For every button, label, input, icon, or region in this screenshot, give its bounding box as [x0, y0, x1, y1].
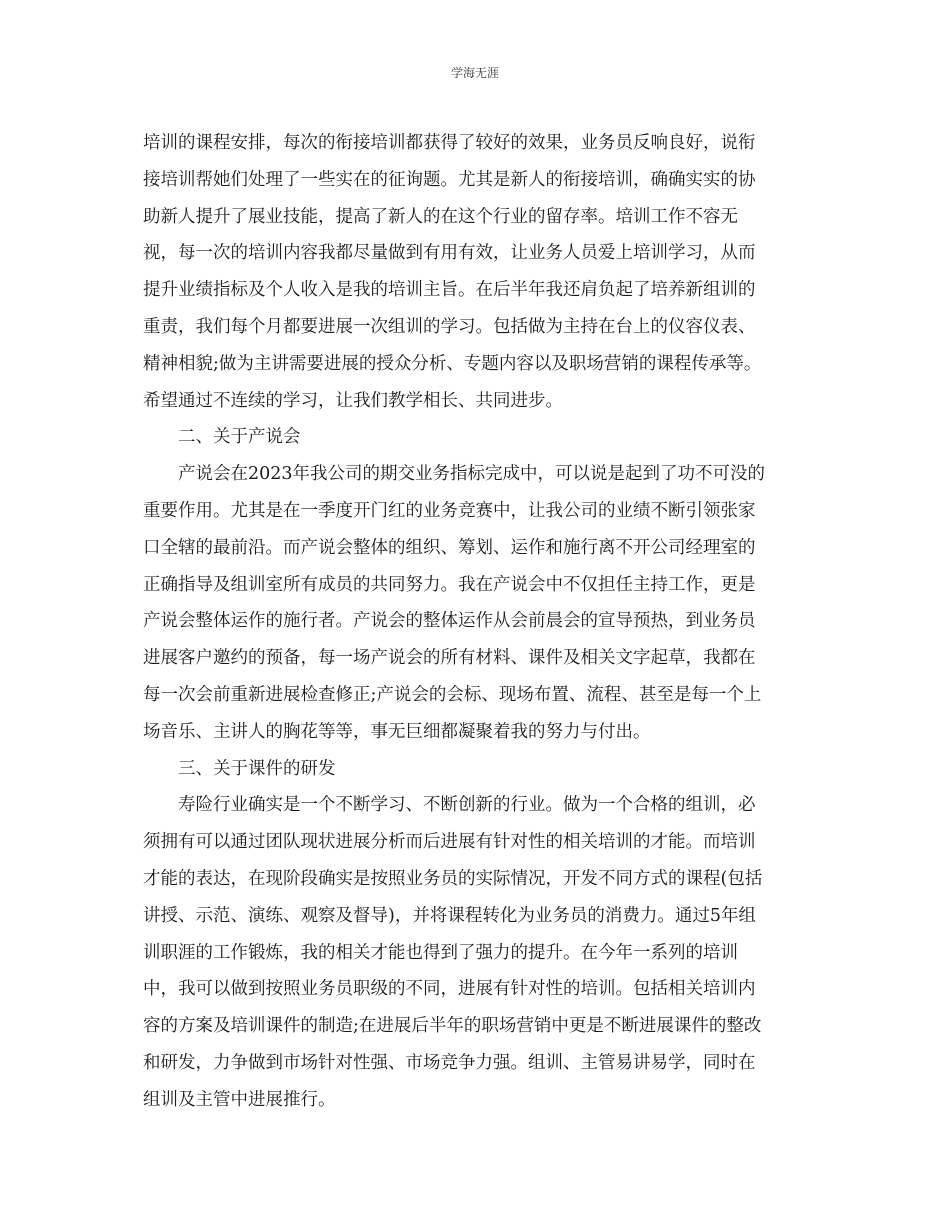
text-line: 视，每一次的培训内容我都尽量做到有用有效，让业务人员爱上培训学习，从而	[143, 243, 756, 264]
text-line: 正确指导及组训室所有成员的共同努力。我在产说会中不仅担任主持工作，更是	[143, 574, 756, 595]
text-line: 二、关于产说会	[178, 427, 301, 448]
text-line: 中，我可以做到按照业务员职级的不同，进展有针对性的培训。包括相关培训内	[143, 979, 756, 1000]
document-body	[143, 125, 808, 1119]
text-line: 精神相貌;做为主讲需要进展的授众分析、专题内容以及职场营销的课程传承等。	[143, 353, 762, 374]
text-line: 重责，我们每个月都要进展一次组训的学习。包括做为主持在台上的仪容仪表、	[143, 316, 756, 337]
text-line: 场音乐、主讲人的胸花等等，事无巨细都凝聚着我的努力与付出。	[143, 721, 651, 742]
text-line: 接培训帮她们处理了一些实在的征询题。尤其是新人的衔接培训，确确实实的协	[143, 169, 756, 190]
text-line: 组训及主管中进展推行。	[143, 1089, 336, 1110]
text-line: 进展客户邀约的预备，每一场产说会的所有材料、课件及相关文字起草，我都在	[143, 648, 756, 669]
text-line: 希望通过不连续的学习，让我们教学相长、共同进步。	[143, 390, 563, 411]
text-line: 提升业绩指标及个人收入是我的培训主旨。在后半年我还肩负起了培养新组训的	[143, 280, 756, 301]
text-line: 和研发，力争做到市场针对性强、市场竞争力强。组训、主管易讲易学，同时在	[143, 1052, 756, 1073]
text-line: 口全辖的最前沿。而产说会整体的组织、筹划、运作和施行离不开公司经理室的	[143, 537, 756, 558]
text-line: 须拥有可以通过团队现状进展分析而后进展有针对性的相关培训的才能。而培训	[143, 832, 756, 853]
text-line: 寿险行业确实是一个不断学习、不断创新的行业。做为一个合格的组训，必	[178, 795, 756, 816]
text-line: 产说会整体运作的施行者。产说会的整体运作从会前晨会的宣导预热，到业务员	[143, 611, 756, 632]
text-line: 讲授、示范、演练、观察及督导)，并将课程转化为业务员的消费力。通过5年组	[143, 905, 756, 926]
text-line: 三、关于课件的研发	[178, 758, 336, 779]
text-line: 才能的表达，在现阶段确实是按照业务员的实际情况，开发不同方式的课程(包括	[143, 868, 763, 889]
text-line: 助新人提升了展业技能，提高了新人的在这个行业的留存率。培训工作不容无	[143, 206, 738, 227]
text-line: 培训的课程安排，每次的衔接培训都获得了较好的效果，业务员反响良好，说衔	[143, 133, 756, 153]
text-line: 训职涯的工作锻炼，我的相关才能也得到了强力的提升。在今年一系列的培训	[143, 942, 738, 963]
text-line: 重要作用。尤其是在一季度开门红的业务竞赛中，让我公司的业绩不断引领张家	[143, 500, 756, 521]
page-header: 学海无涯	[450, 66, 499, 80]
text-line: 产说会在2023年我公司的期交业务指标完成中，可以说是起到了功不可没的	[178, 464, 766, 485]
text-line: 容的方案及培训课件的制造;在进展后半年的职场营销中更是不断进展课件的整改	[143, 1016, 762, 1037]
text-line: 每一次会前重新进展检查修正;产说会的会标、现场布置、流程、甚至是每一个上	[143, 684, 762, 705]
